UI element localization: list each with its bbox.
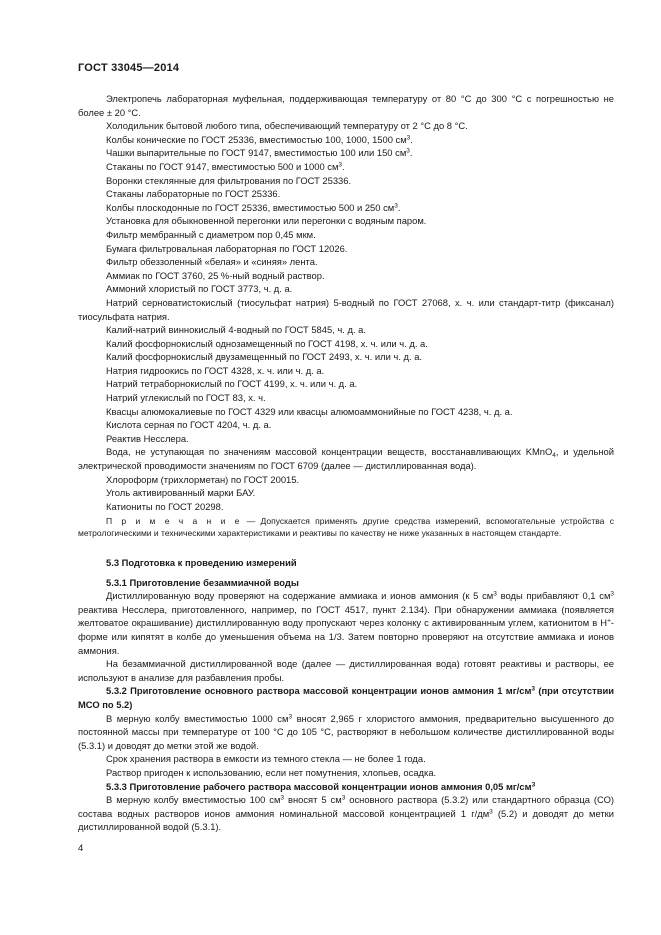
equipment-item: Колбы плоскодонные по ГОСТ 25336, вместимостью 500 и 250 $см^3$. xyxy=(106,201,401,213)
equipment-item: Фильтр мембранный с диаметром пор 0,45 мкм. xyxy=(106,228,316,240)
equipment-item: Натрий углекислый по ГОСТ 83, х. ч. xyxy=(106,392,266,404)
document-header: ГОСТ 33045—2014 xyxy=(78,62,180,74)
equipment-item: Натрия гидроокись по ГОСТ 4328, х. ч. или ч. д. а. xyxy=(106,364,325,376)
equipment-item: Хлороформ (трихлорметан) по ГОСТ 20015. xyxy=(106,473,300,485)
equipment-item: Аммиак по ГОСТ 3760, 25 %-ный водный раствор. xyxy=(106,269,325,281)
equipment-item: Калий фосфорнокислый двузамещенный по ГОСТ 2493, х. ч. или ч. д. а. xyxy=(106,351,423,363)
equipment-item: Фильтр обеззоленный «белая» и «синяя» лента. xyxy=(106,256,318,268)
equipment-item: Уголь активированный марки БАУ. xyxy=(106,487,256,499)
paragraph: Дистиллированную воду проверяют на содержание аммиака и ионов аммония (к 5 $см^3$ воды прибавляют 0,1 $см^3$ реактива Несслера, приготовленного, например, по ГОСТ 4517, пункт 2.134). При обнаружении аммиака (появляется желтоватое окрашивание) дистиллированную воду пропускают через колонку с активированным углем, катионитом в H+-форме или кипятят в колбе до уменьшения объема на 1/3. Затем повторно проверяют на отсутствие аммиака и ионов аммония. xyxy=(78,590,615,656)
equipment-item: Установка для обыкновенной перегонки или перегонки с водяным паром. xyxy=(106,215,427,227)
paragraph: В мерную колбу вместимостью 1000 $см^3$ вносят 2,965 г хлористого аммония, предварительно высушенного до постоянной массы при температуре от 100 °С до 105 °С, растворяют в небольшом количестве дистиллированной воды (5.3.1) и доводят до метки этой же водой. xyxy=(78,712,614,751)
equipment-item: Воронки стеклянные для фильтрования по ГОСТ 25336. xyxy=(106,174,352,186)
section-title: 5.3 Подготовка к проведению измерений xyxy=(106,557,297,568)
equipment-item: Чашки выпарительные по ГОСТ 9147, вместимостью 100 или 150 $см^3$. xyxy=(106,147,413,159)
equipment-item: Бумага фильтровальная лабораторная по ГОСТ 12026. xyxy=(106,242,348,254)
equipment-item: Калий-натрий виннокислый 4-водный по ГОСТ 5845, ч. д. а. xyxy=(106,324,367,336)
equipment-item: Колбы конические по ГОСТ 25336, вместимостью 100, 1000, 1500 $см^3$. xyxy=(106,133,413,145)
paragraph: Срок хранения раствора в емкости из темного стекла — не более 1 года. xyxy=(106,753,426,765)
equipment-item: Холодильник бытовой любого типа, обеспечивающий температуру от 2 °С до 8 °С. xyxy=(106,120,468,132)
subsection-title: 5.3.2 Приготовление основного раствора массовой концентрации ионов аммония 1 $мг/см^3$ (при отсутствии МСО по 5.2) xyxy=(78,685,614,710)
subsection-title: 5.3.1 Приготовление безаммиачной воды xyxy=(106,576,299,588)
equipment-item: Катиониты по ГОСТ 20298. xyxy=(106,500,224,512)
subsection-title: 5.3.3 Приготовление рабочего раствора массовой концентрации ионов аммония 0,05 $мг/см^3$ xyxy=(106,780,536,792)
equipment-item: Стаканы лабораторные по ГОСТ 25336. xyxy=(106,188,281,200)
paragraph: Раствор пригоден к использованию, если нет помутнения, хлопьев, осадка. xyxy=(106,766,437,778)
equipment-item: Натрий серноватистокислый (тиосульфат натрия) 5-водный по ГОСТ 27068, х. ч. или стандарт-титр (фиксанал) тиосульфата натрия. xyxy=(78,296,614,322)
page-number: 4 xyxy=(78,843,84,854)
paragraph: На безаммиачной дистиллированной воде (далее — дистиллированная вода) готовят реактивы и растворы, ее используют в анализе для разбавления пробы. xyxy=(78,658,614,683)
equipment-item: Стаканы по ГОСТ 9147, вместимостью 500 и 1000 $см^3$. xyxy=(106,160,345,172)
paragraph: В мерную колбу вместимостью 100 $см^3$ вносят 5 $см^3$ основного раствора (5.3.2) или стандартного образца (СО) состава водных растворов ионов аммония номинальной массовой концентрацией 1 $г/дм^3$ (5.2) и доводят до метки дистиллированной водой (5.3.1). xyxy=(78,794,615,833)
equipment-list xyxy=(78,92,614,513)
equipment-item: Аммоний хлористый по ГОСТ 3773, ч. д. а. xyxy=(106,283,293,295)
note-label: П р и м е ч а н и е xyxy=(106,516,242,527)
note xyxy=(78,516,614,540)
equipment-item: Вода, не уступающая по значениям массовой концентрации веществ, восстанавливающих KMnO$_4$, и удельной электрической проводимости значениям по ГОСТ 6709 (далее — дистиллированная вода). xyxy=(78,446,614,472)
equipment-item: Кислота серная по ГОСТ 4204, ч. д. а. xyxy=(106,419,272,431)
equipment-item: Натрий тетраборнокислый по ГОСТ 4199, х. ч. или ч. д. а. xyxy=(106,378,358,390)
equipment-item: Электропечь лабораторная муфельная, поддерживающая температуру от 80 °С до 300 °С с погрешностью не более ± 20 °С. xyxy=(78,93,614,118)
page-body xyxy=(78,92,614,834)
equipment-item: Реактив Несслера. xyxy=(106,432,189,444)
equipment-item: Квасцы алюмокалиевые по ГОСТ 4329 или квасцы алюмоаммонийные по ГОСТ 4238, ч. д. а. xyxy=(106,405,513,417)
note-text: — Допускается применять другие средства измерений, вспомогательные устройства с метрологическими и техническими характеристиками и реактивы по качеству не ниже указанных в настоящем стандарте. xyxy=(78,516,614,539)
equipment-item: Калий фосфорнокислый однозамещенный по ГОСТ 4198, х. ч. или ч. д. а. xyxy=(106,337,428,349)
